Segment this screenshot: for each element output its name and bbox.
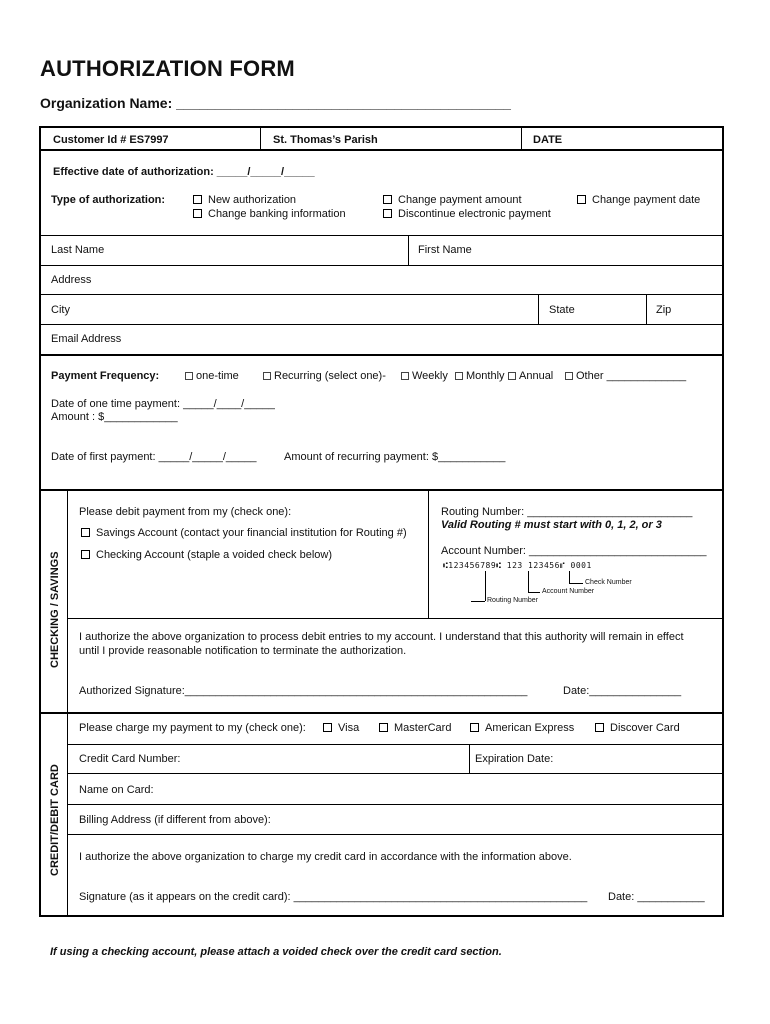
city-field[interactable]: City: [51, 304, 70, 316]
divider: [41, 324, 722, 325]
last-name-field[interactable]: Last Name: [51, 244, 105, 256]
checkbox-icon[interactable]: [185, 372, 193, 380]
checkbox-icon[interactable]: [565, 372, 573, 380]
other-option[interactable]: Other _____________: [565, 370, 686, 382]
checkbox-icon[interactable]: [595, 723, 604, 732]
recurring-amount-field[interactable]: Amount of recurring payment: $___________: [284, 451, 506, 463]
monthly-option[interactable]: Monthly: [455, 370, 505, 382]
one-time-option[interactable]: one-time: [185, 370, 239, 382]
checkbox-icon[interactable]: [81, 528, 90, 537]
authorized-signature-field[interactable]: Authorized Signature:________________________________________________________: [79, 685, 528, 697]
card-date-field[interactable]: Date: ___________: [608, 891, 705, 903]
discover-option[interactable]: Discover Card: [595, 722, 680, 734]
pointer-line: [471, 601, 485, 602]
divider: [408, 235, 409, 265]
debit-authorization-text-continued: until I provide reasonable notification to terminate the authorization.: [79, 645, 407, 657]
debit-prompt: Please debit payment from my (check one):: [79, 506, 292, 518]
pointer-line: [569, 583, 583, 584]
payment-frequency-label: Payment Frequency:: [51, 370, 160, 382]
routing-number-label: Routing Number: [487, 597, 538, 604]
billing-address-field[interactable]: Billing Address (if different from above):: [79, 814, 271, 826]
divider: [67, 804, 722, 805]
change-date-option[interactable]: Change payment date: [577, 194, 700, 206]
state-field[interactable]: State: [549, 304, 575, 316]
weekly-option[interactable]: Weekly: [401, 370, 448, 382]
checkbox-icon[interactable]: [470, 723, 479, 732]
organization-name-field[interactable]: Organization Name: ___________________________________________: [40, 95, 511, 111]
effective-date-field[interactable]: Effective date of authorization: _____/_____/_____: [53, 166, 315, 178]
divider: [67, 834, 722, 835]
savings-account-option[interactable]: Savings Account (contact your financial institution for Routing #): [81, 527, 407, 539]
credit-debit-section-label: CREDIT/DEBIT CARD: [49, 764, 61, 876]
pointer-line: [485, 571, 486, 601]
card-signature-field[interactable]: Signature (as it appears on the credit card): ________________________________________________: [79, 891, 588, 903]
account-number-field[interactable]: Account Number: _____________________________: [441, 545, 707, 557]
parish-name: St. Thomas’s Parish: [273, 134, 378, 146]
checkbox-icon[interactable]: [263, 372, 271, 380]
discontinue-option[interactable]: Discontinue electronic payment: [383, 208, 551, 220]
annual-option[interactable]: Annual: [508, 370, 553, 382]
divider: [41, 354, 722, 356]
routing-number-field[interactable]: Routing Number: ___________________________: [441, 506, 693, 518]
charge-prompt: Please charge my payment to my (check one):: [79, 722, 306, 734]
customer-id: Customer Id # ES7997: [53, 134, 169, 146]
divider: [469, 744, 470, 773]
card-authorization-text: I authorize the above organization to charge my credit card in accordance with the information above.: [79, 851, 572, 863]
footer-note: If using a checking account, please attach a voided check over the credit card section.: [50, 946, 502, 958]
date-label: DATE: [533, 134, 563, 146]
checkbox-icon[interactable]: [193, 195, 202, 204]
zip-field[interactable]: Zip: [656, 304, 672, 316]
divider: [67, 618, 722, 619]
divider: [428, 489, 429, 618]
routing-note: Valid Routing # must start with 0, 1, 2, or 3: [441, 519, 662, 531]
divider: [521, 128, 522, 150]
checkbox-icon[interactable]: [401, 372, 409, 380]
one-time-date-field[interactable]: Date of one time payment: _____/____/_____: [51, 398, 275, 410]
change-banking-option[interactable]: Change banking information: [193, 208, 346, 220]
divider: [41, 294, 722, 295]
checkbox-icon[interactable]: [455, 372, 463, 380]
divider: [67, 773, 722, 774]
checking-savings-section-label: CHECKING / SAVINGS: [49, 551, 61, 668]
form-title: AUTHORIZATION FORM: [40, 56, 295, 81]
divider: [41, 712, 722, 714]
checkbox-icon[interactable]: [577, 195, 586, 204]
debit-date-field[interactable]: Date:_______________: [563, 685, 682, 697]
email-field[interactable]: Email Address: [51, 333, 122, 345]
pointer-line: [528, 592, 540, 593]
new-authorization-option[interactable]: New authorization: [193, 194, 296, 206]
authorization-form: [39, 126, 724, 917]
divider: [41, 149, 722, 151]
check-number-label: Check Number: [585, 579, 632, 586]
divider: [260, 128, 261, 150]
checkbox-icon[interactable]: [379, 723, 388, 732]
scan-artifact: [725, 395, 735, 435]
divider: [41, 489, 722, 491]
divider: [538, 294, 539, 324]
divider: [41, 235, 722, 236]
debit-authorization-text: I authorize the above organization to process debit entries to my account. I understand that this authority will remain in effect: [79, 631, 684, 643]
checkbox-icon[interactable]: [383, 195, 392, 204]
divider: [41, 265, 722, 266]
visa-option[interactable]: Visa: [323, 722, 359, 734]
mastercard-option[interactable]: MasterCard: [379, 722, 451, 734]
account-number-label: Account Number: [542, 588, 595, 595]
authorization-type-label: Type of authorization:: [51, 194, 166, 206]
micr-line: ⑆123456789⑆ 123 123456⑈ 0001: [443, 561, 592, 570]
checkbox-icon[interactable]: [323, 723, 332, 732]
checkbox-icon[interactable]: [193, 209, 202, 218]
checkbox-icon[interactable]: [383, 209, 392, 218]
divider: [67, 744, 722, 745]
expiration-date-field[interactable]: Expiration Date:: [475, 753, 554, 765]
first-name-field[interactable]: First Name: [418, 244, 472, 256]
checking-account-option[interactable]: Checking Account (staple a voided check below): [81, 549, 332, 561]
checkbox-icon[interactable]: [81, 550, 90, 559]
checkbox-icon[interactable]: [508, 372, 516, 380]
divider: [646, 294, 647, 324]
pointer-line: [569, 571, 570, 583]
card-number-field[interactable]: Credit Card Number:: [79, 753, 181, 765]
name-on-card-field[interactable]: Name on Card:: [79, 784, 154, 796]
pointer-line: [528, 571, 529, 592]
divider: [67, 489, 68, 917]
first-payment-date-field[interactable]: Date of first payment: _____/_____/_____: [51, 451, 257, 463]
address-field[interactable]: Address: [51, 274, 92, 286]
american-express-option[interactable]: American Express: [470, 722, 574, 734]
change-amount-option[interactable]: Change payment amount: [383, 194, 522, 206]
one-time-amount-field[interactable]: Amount : $____________: [51, 411, 178, 423]
recurring-option[interactable]: Recurring (select one)-: [263, 370, 386, 382]
